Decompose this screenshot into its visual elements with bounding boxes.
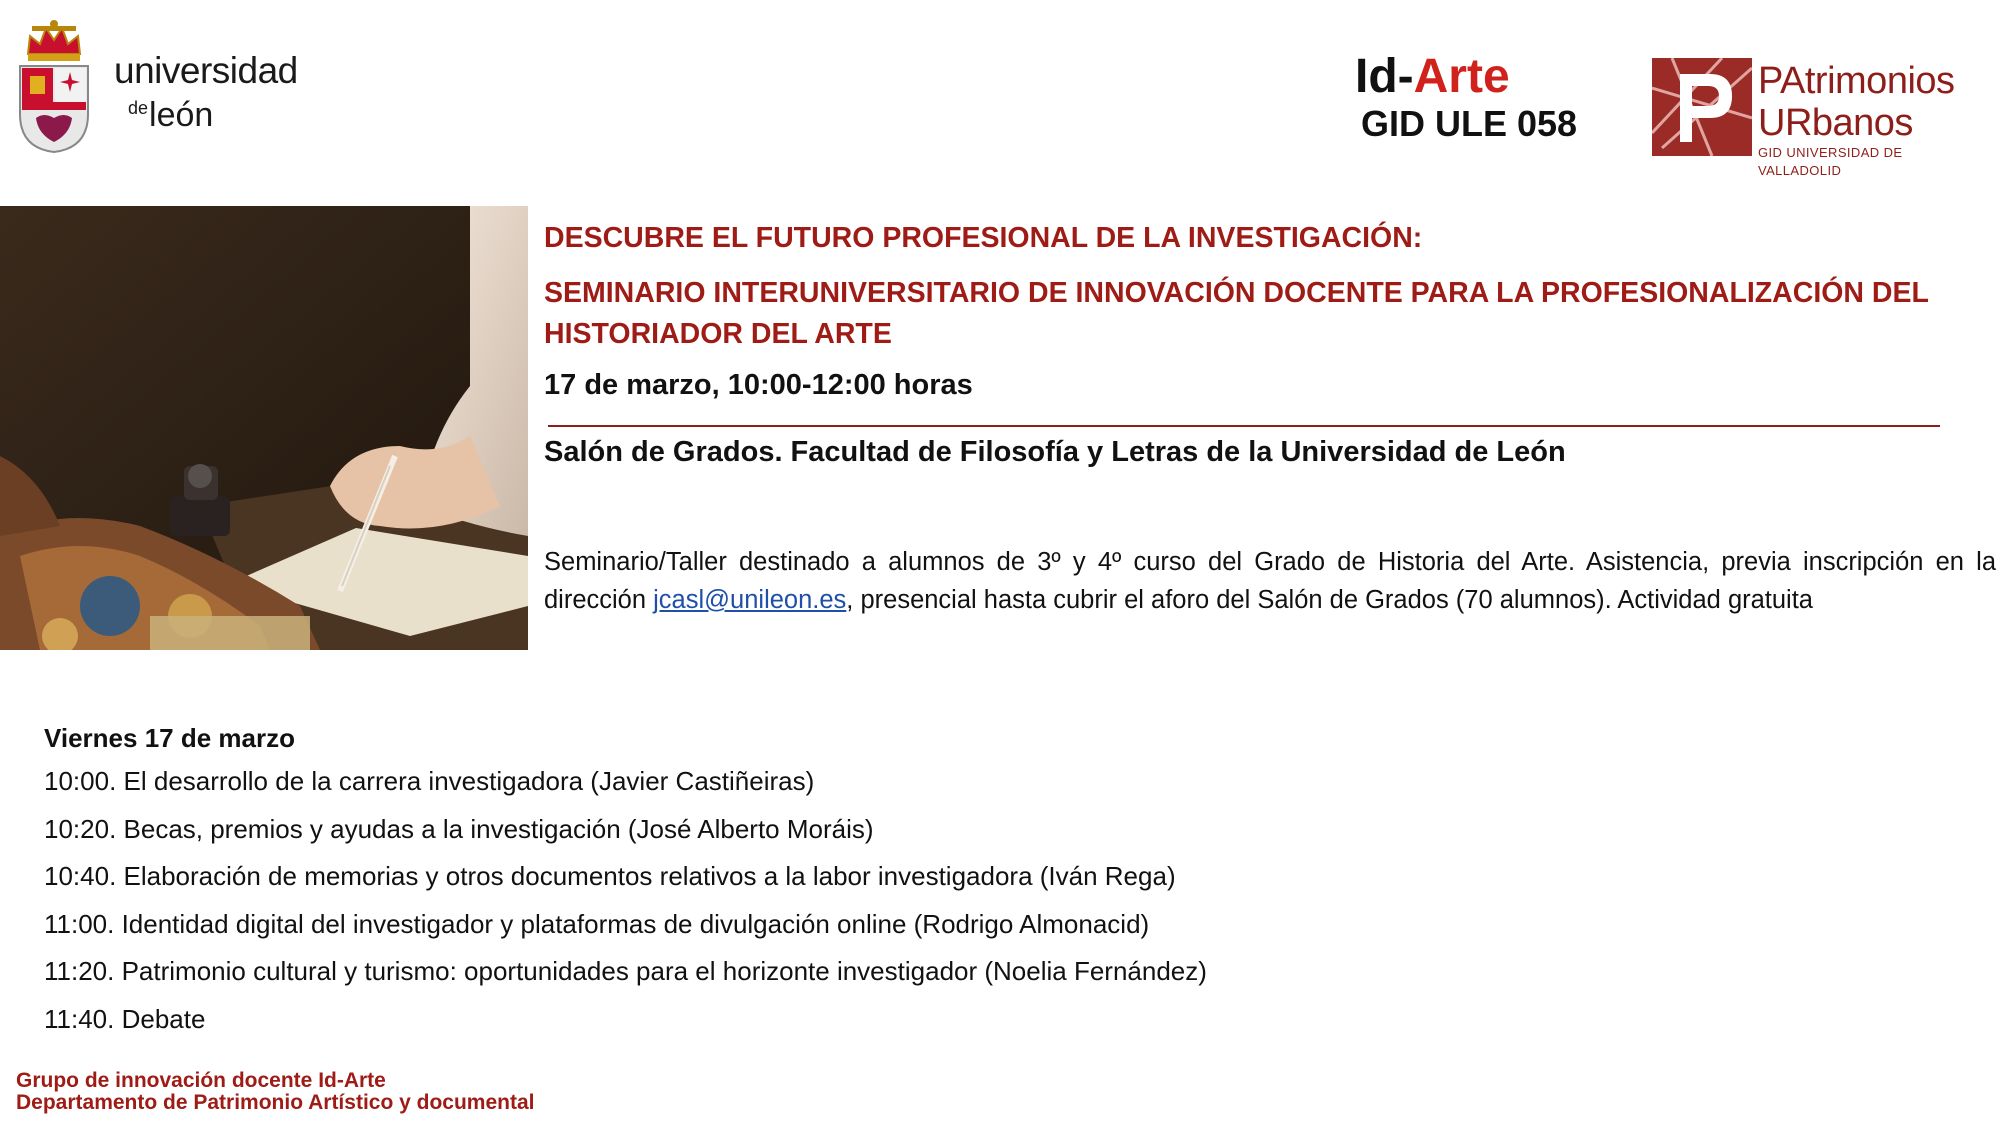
programme-item: 11:40. Debate: [44, 1003, 206, 1034]
event-heading-2: SEMINARIO INTERUNIVERSITARIO DE INNOVACIÓN DOCENTE PARA LA PROFESIONALIZACIÓN DEL HISTORIADOR DEL ARTE: [544, 277, 1929, 350]
description-before: Seminario/Taller destinado a alumnos de 3º y 4º curso del Grado de Historia del Arte. Asistencia, previa inscripción en la dirección: [544, 548, 1996, 614]
programme-item: 10:20. Becas, premios y ayudas a la investigación (José Alberto Moráis): [44, 813, 874, 844]
event-venue: Salón de Grados. Facultad de Filosofía y Letras de la Universidad de León: [544, 436, 1566, 468]
patrimonios-urbanos-logo: [1652, 58, 1972, 178]
patrimonios-urbanos-text: [1758, 60, 1972, 180]
programme-item: 10:00. El desarrollo de la carrera investigadora (Javier Castiñeiras): [44, 766, 815, 796]
id-arte-prefix: Id-: [1355, 50, 1414, 103]
id-arte-logo: [1355, 50, 1585, 144]
university-name-line2: [114, 90, 298, 133]
university-name-line1: universidad: [114, 50, 298, 91]
event-date-time: 17 de marzo, 10:00-12:00 horas: [544, 369, 973, 401]
university-crest-icon: [14, 14, 94, 154]
university-name-prefix: de: [128, 98, 149, 118]
event-heading-1: DESCUBRE EL FUTURO PROFESIONAL DE LA INVESTIGACIÓN:: [544, 222, 1423, 254]
programme-day: Viernes 17 de marzo: [44, 723, 295, 753]
programme-item: 10:40. Elaboración de memorias y otros documentos relativos a la labor investigadora (Iván Rega): [44, 861, 1176, 891]
footer-group-name: Grupo de innovación docente Id-Arte: [16, 1069, 386, 1092]
patrimonios-urbanos-mark-icon: [1652, 58, 1752, 156]
id-arte-title: [1355, 50, 1585, 104]
footer-department: Departamento de Patrimonio Artístico y documental: [16, 1091, 535, 1114]
footer: [16, 1070, 534, 1114]
event-description: [544, 543, 1996, 619]
programme-item: 11:20. Patrimonio cultural y turismo: oportunidades para el horizonte investigador (Noelia Fernández): [44, 956, 1207, 986]
event-info: [544, 218, 1994, 405]
university-name-city: león: [149, 96, 214, 134]
patrimonios-urbanos-line2: URbanos: [1758, 102, 1913, 144]
id-arte-code: GID ULE 058: [1361, 103, 1578, 144]
programme: [44, 718, 1444, 1043]
description-after: , presencial hasta cubrir el aforo del Salón de Grados (70 alumnos). Actividad gratuita: [846, 586, 1813, 614]
universidad-leon-logo: [14, 14, 344, 154]
painting-image: [0, 206, 528, 650]
divider-line: [548, 425, 1940, 427]
patrimonios-urbanos-line3: GID UNIVERSIDAD DE VALLADOLID: [1758, 145, 1903, 178]
patrimonios-urbanos-line1: PAtrimonios: [1758, 60, 1955, 102]
registration-email-link[interactable]: jcasl@unileon.es: [653, 586, 847, 614]
programme-item: 11:00. Identidad digital del investigador y plataformas de divulgación online (Rodrigo Almonacid): [44, 908, 1150, 939]
id-arte-accent: Arte: [1413, 50, 1510, 103]
university-name: [114, 52, 298, 133]
